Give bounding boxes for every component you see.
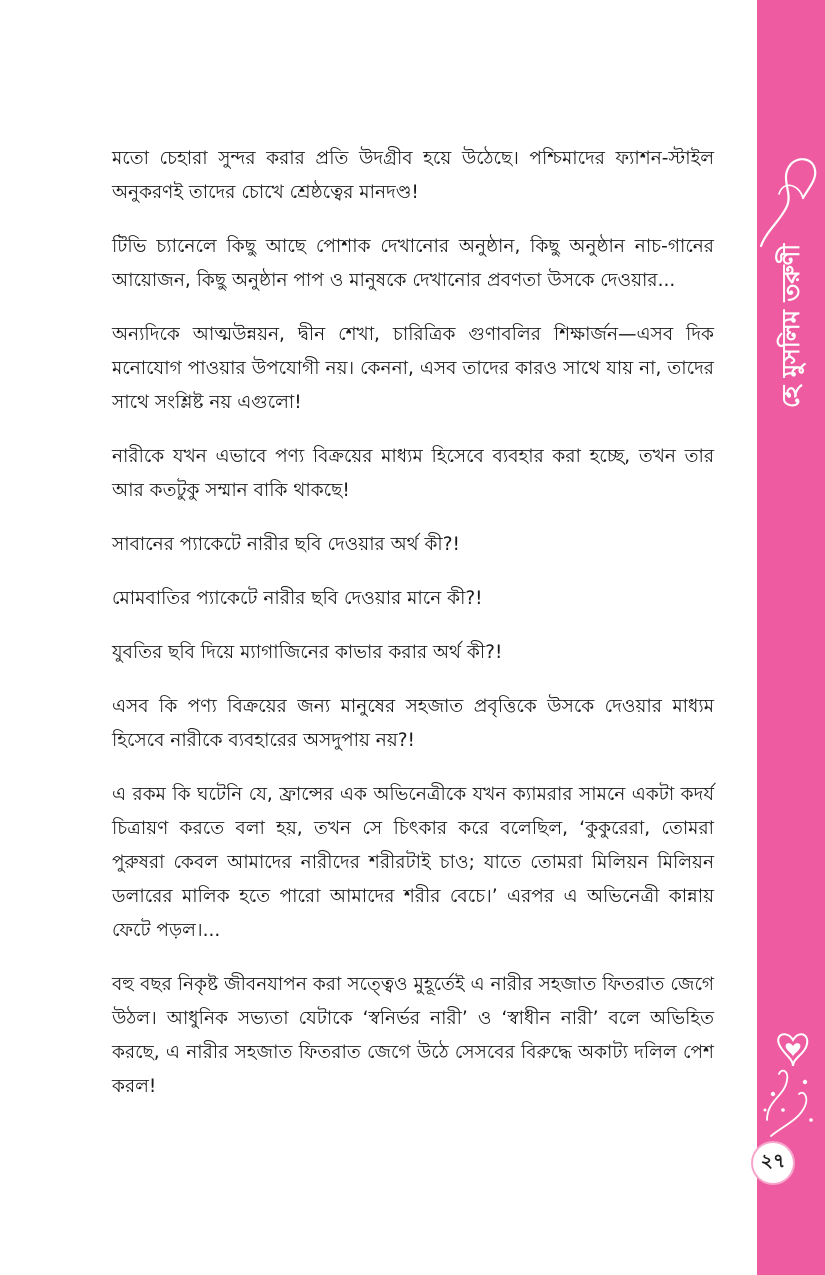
heart-outline-icon bbox=[757, 150, 825, 250]
paragraph: মতো চেহারা সুন্দর করার প্রতি উদগ্রীব হয়ে উঠেছে। পশ্চিমাদের ফ্যাশন-স্টাইল অনুকরণই তাদের চোখে শ্রেষ্ঠত্বের মানদণ্ড! bbox=[112, 148, 714, 203]
paragraph: এসব কি পণ্য বিক্রয়ের জন্য মানুষের সহজাত প্রবৃত্তিকে উসকে দেওয়ার মাধ্যম হিসেবে নারীকে ব্যবহারের অসদুপায় নয়?! bbox=[112, 696, 714, 751]
paragraph: বহু বছর নিকৃষ্ট জীবনযাপন করা সত্ত্বেও মুহূর্তেই এ নারীর সহজাত ফিতরাত জেগে উঠল। আধুনিক সভ্যতা যেটাকে ‘স্বনির্ভর নারী’ ও ‘স্বাধীন নারী’ বলে অভিহিত করছে, এ নারীর সহজাত ফিতরাত জেগে উঠে সেসবের বিরুদ্ধে অকাট্য দলিল পেশ করল! bbox=[112, 974, 714, 1097]
paragraph: টিভি চ্যানেলে কিছু আছে পোশাক দেখানোর অনুষ্ঠান, কিছু অনুষ্ঠান নাচ-গানের আয়োজন, কিছু অনুষ্ঠান পাপ ও মানুষকে দেখানোর প্রবণতা উসকে দেওয়ার... bbox=[112, 236, 714, 291]
paragraph: নারীকে যখন এভাবে পণ্য বিক্রয়ের মাধ্যম হিসেবে ব্যবহার করা হচ্ছে, তখন তার আর কতটুকু সম্মান বাকি থাকছে! bbox=[112, 446, 714, 501]
paragraph: মোমবাতির প্যাকেটে নারীর ছবি দেওয়ার মানে কী?! bbox=[112, 588, 483, 609]
book-title: হে মুসলিম তরুণী bbox=[777, 243, 805, 409]
paragraph: অন্যদিকে আত্মউন্নয়ন, দ্বীন শেখা, চারিত্রিক গুণাবলির শিক্ষার্জন—এসব দিক মনোযোগ পাওয়ার উপযোগী নয়। কেননা, এসব তাদের কারও সাথে যায় না, তাদের সাথে সংশ্লিষ্ট নয় এগুলো! bbox=[112, 324, 714, 413]
paragraph: সাবানের প্যাকেটে নারীর ছবি দেওয়ার অর্থ কী?! bbox=[112, 534, 460, 555]
page-number: ২৭ bbox=[753, 1143, 793, 1183]
paragraph: এ রকম কি ঘটেনি যে, ফ্রান্সের এক অভিনেত্রীকে যখন ক্যামরার সামনে একটা কদর্য চিত্রায়ণ করতে বলা হয়, তখন সে চিৎকার করে বলেছিল, ‘কুকুরেরা, তোমরা পুরুষরা কেবল আমাদের নারীদের শরীরটাই চাও; যাতে তোমরা মিলিয়ন মিলিয়ন ডলারের মালিক হতে পারো আমাদের শরীর বেচে।’ এরপর এ অভিনেত্রী কান্নায় ফেটে পড়ল।... bbox=[112, 784, 714, 941]
floral-heart-ornament-icon bbox=[757, 1010, 825, 1145]
body-text bbox=[112, 142, 714, 1124]
paragraph: যুবতির ছবি দিয়ে ম্যাগাজিনের কাভার করার অর্থ কী?! bbox=[112, 642, 503, 663]
page-sidebar bbox=[757, 0, 825, 1275]
